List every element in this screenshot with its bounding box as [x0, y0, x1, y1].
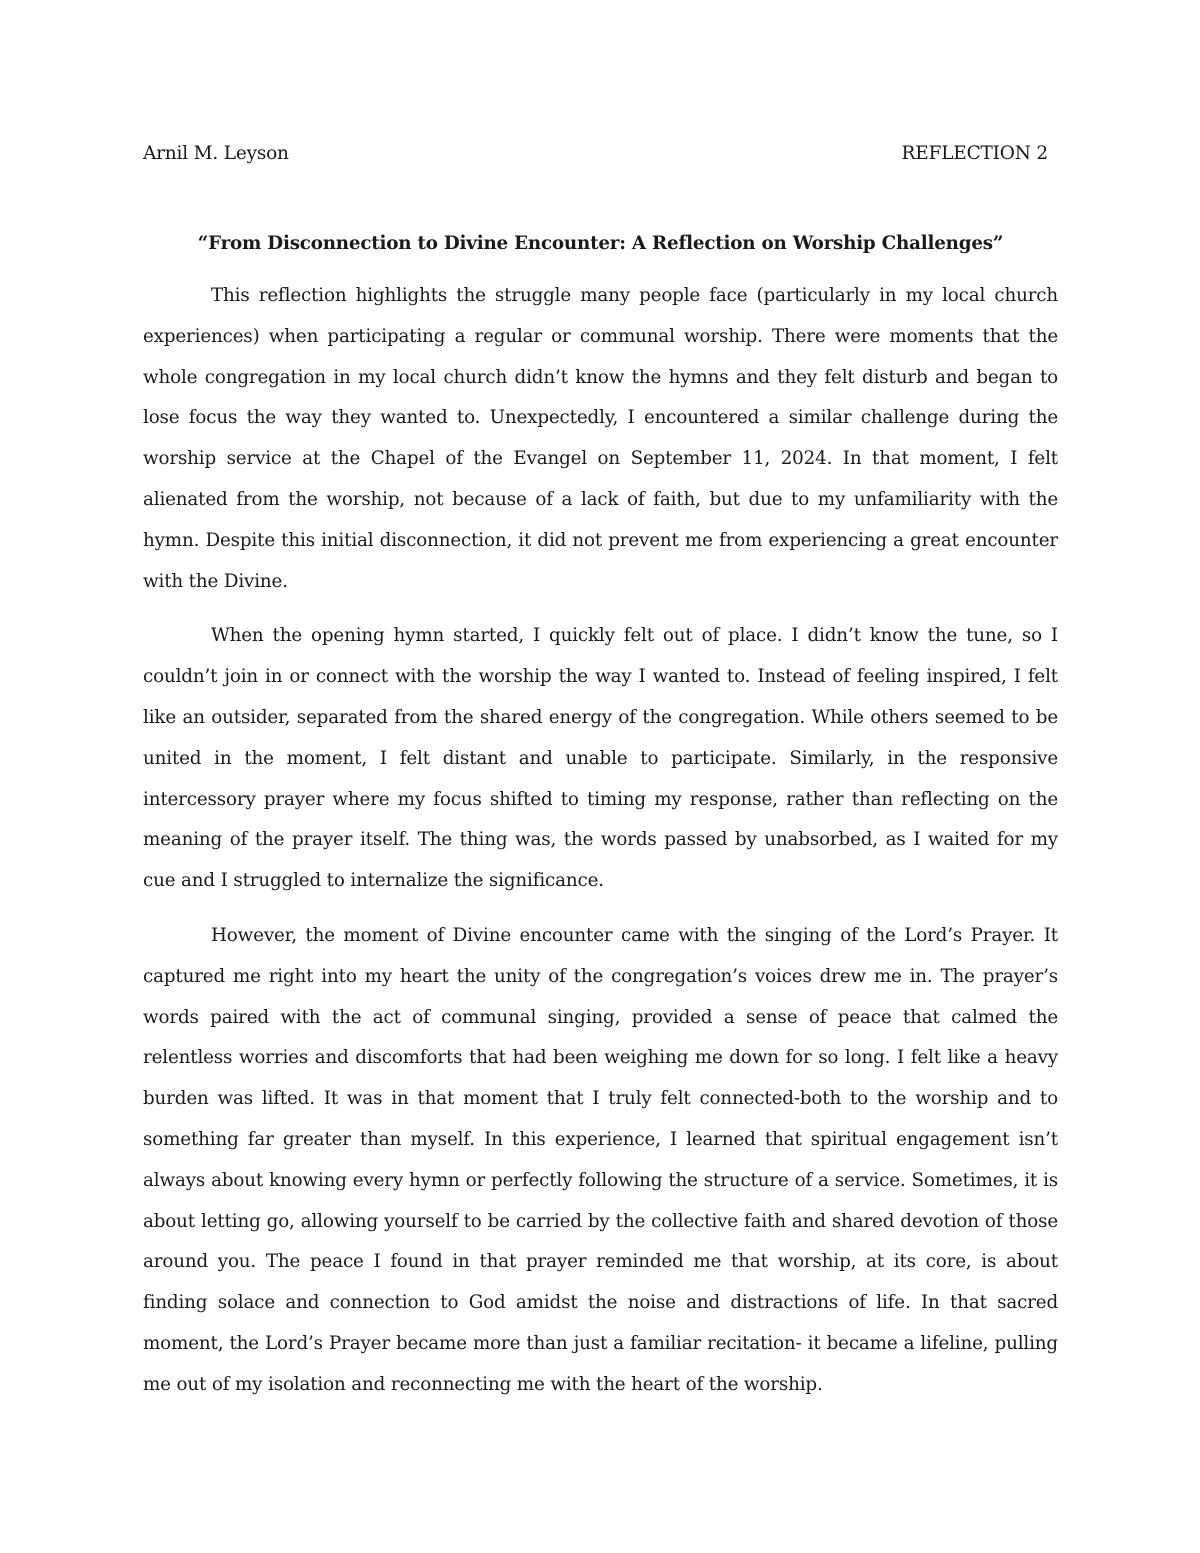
author-name: Arnil M. Leyson	[143, 143, 289, 164]
page-header	[143, 143, 1048, 164]
document-body	[143, 276, 1058, 1420]
document-label: REFLECTION 2	[901, 143, 1048, 164]
document-title: “From Disconnection to Divine Encounter: A Reflection on Worship Challenges”	[197, 233, 1004, 254]
paragraph-2: When the opening hymn started, I quickly felt out of place. I didn’t know the tune, so I couldn’t join in or connect with the worship the way I wanted to. Instead of feeling inspired, I felt like an outsider, separated from the shared energy of the congregation. While others seemed to be united in the moment, I felt distant and unable to participate. Similarly, in the responsive intercessory prayer where my focus shifted to timing my response, rather than reflecting on the meaning of the prayer itself. The thing was, the words passed by unabsorbed, as I waited for my cue and I struggled to internalize the significance.	[143, 625, 1058, 892]
paragraph-1: This reflection highlights the struggle many people face (particularly in my local church experiences) when participating a regular or communal worship. There were moments that the whole congregation in my local church didn’t know the hymns and they felt disturb and began to lose focus the way they wanted to. Unexpectedly, I encountered a similar challenge during the worship service at the Chapel of the Evangel on September 11, 2024. In that moment, I felt alienated from the worship, not because of a lack of faith, but due to my unfamiliarity with the hymn. Despite this initial disconnection, it did not prevent me from experiencing a great encounter with the Divine.	[143, 285, 1058, 592]
paragraph-3: However, the moment of Divine encounter came with the singing of the Lord’s Prayer. It captured me right into my heart the unity of the congregation’s voices drew me in. The prayer’s words paired with the act of communal singing, provided a sense of peace that calmed the relentless worries and discomforts that had been weighing me down for so long. I felt like a heavy burden was lifted. It was in that moment that I truly felt connected-both to the worship and to something far greater than myself. In this experience, I learned that spiritual engagement isn’t always about knowing every hymn or perfectly following the structure of a service. Sometimes, it is about letting go, allowing yourself to be carried by the collective faith and shared devotion of those around you. The peace I found in that prayer reminded me that worship, at its core, is about finding solace and connection to God amidst the noise and distractions of life. In that sacred moment, the Lord’s Prayer became more than just a familiar recitation- it became a lifeline, pulling me out of my isolation and reconnecting me with the heart of the worship.	[143, 924, 1058, 1395]
